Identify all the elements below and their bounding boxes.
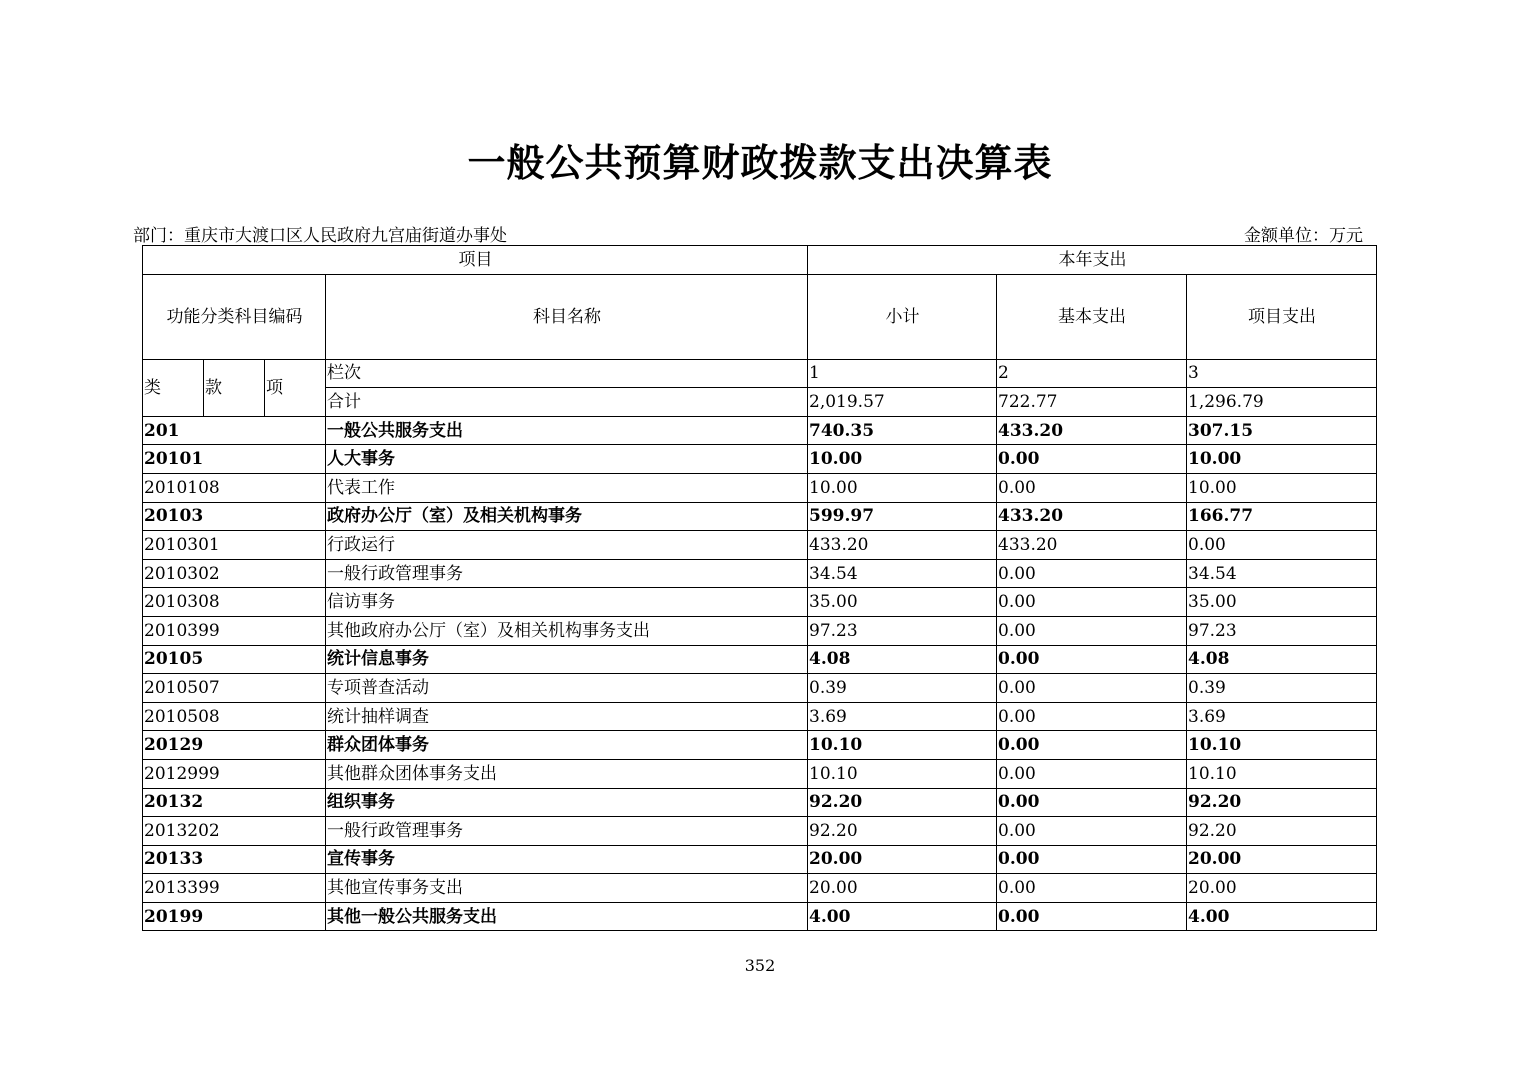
table-row — [143, 531, 1377, 560]
total-subtotal: 2,019.57 — [808, 388, 997, 417]
row-name: 其他一般公共服务支出 — [326, 902, 808, 931]
row-subtotal: 34.54 — [808, 559, 997, 588]
row-project: 92.20 — [1187, 817, 1377, 846]
row-subtotal: 599.97 — [808, 502, 997, 531]
row-basic: 0.00 — [997, 445, 1187, 474]
row-name: 专项普查活动 — [326, 674, 808, 703]
header-xiang: 项 — [265, 359, 326, 416]
table-row — [143, 502, 1377, 531]
row-code: 2013399 — [143, 874, 326, 903]
header-project-exp: 项目支出 — [1187, 274, 1377, 359]
row-project: 0.00 — [1187, 531, 1377, 560]
header-project: 项目 — [143, 246, 808, 275]
table-row — [143, 588, 1377, 617]
table-row — [143, 559, 1377, 588]
row-basic: 0.00 — [997, 845, 1187, 874]
row-subtotal: 35.00 — [808, 588, 997, 617]
row-basic: 0.00 — [997, 788, 1187, 817]
row-code: 2010507 — [143, 674, 326, 703]
row-project: 3.69 — [1187, 702, 1377, 731]
row-subtotal: 92.20 — [808, 788, 997, 817]
row-basic: 0.00 — [997, 616, 1187, 645]
row-name: 组织事务 — [326, 788, 808, 817]
header-row-3 — [143, 359, 1377, 388]
row-subtotal: 10.00 — [808, 473, 997, 502]
table-row — [143, 702, 1377, 731]
header-subtotal: 小计 — [808, 274, 997, 359]
row-name: 其他群众团体事务支出 — [326, 759, 808, 788]
header-lanci: 栏次 — [326, 359, 808, 388]
row-subtotal: 433.20 — [808, 531, 997, 560]
row-subtotal: 10.00 — [808, 445, 997, 474]
row-name: 统计抽样调查 — [326, 702, 808, 731]
table-row — [143, 874, 1377, 903]
row-code: 20133 — [143, 845, 326, 874]
table-row — [143, 902, 1377, 931]
row-project: 34.54 — [1187, 559, 1377, 588]
row-name: 人大事务 — [326, 445, 808, 474]
header-func-code: 功能分类科目编码 — [143, 274, 326, 359]
row-project: 20.00 — [1187, 845, 1377, 874]
row-code: 201 — [143, 416, 326, 445]
table-row — [143, 645, 1377, 674]
row-subtotal: 0.39 — [808, 674, 997, 703]
row-basic: 433.20 — [997, 531, 1187, 560]
row-basic: 0.00 — [997, 645, 1187, 674]
row-subtotal: 4.00 — [808, 902, 997, 931]
row-project: 10.00 — [1187, 445, 1377, 474]
row-code: 20132 — [143, 788, 326, 817]
row-name: 群众团体事务 — [326, 731, 808, 760]
row-basic: 0.00 — [997, 473, 1187, 502]
row-basic: 0.00 — [997, 902, 1187, 931]
row-code: 2012999 — [143, 759, 326, 788]
table-row — [143, 759, 1377, 788]
header-subject-name: 科目名称 — [326, 274, 808, 359]
row-project: 10.00 — [1187, 473, 1377, 502]
row-project: 20.00 — [1187, 874, 1377, 903]
row-code: 2010301 — [143, 531, 326, 560]
header-current-year: 本年支出 — [808, 246, 1377, 275]
budget-table — [142, 245, 1377, 931]
row-code: 20129 — [143, 731, 326, 760]
row-subtotal: 3.69 — [808, 702, 997, 731]
row-project: 4.08 — [1187, 645, 1377, 674]
row-name: 一般公共服务支出 — [326, 416, 808, 445]
row-subtotal: 10.10 — [808, 731, 997, 760]
row-subtotal: 20.00 — [808, 845, 997, 874]
row-name: 一般行政管理事务 — [326, 817, 808, 846]
row-name: 行政运行 — [326, 531, 808, 560]
header-row-2 — [143, 274, 1377, 359]
table-row — [143, 817, 1377, 846]
row-basic: 433.20 — [997, 416, 1187, 445]
row-code: 2010399 — [143, 616, 326, 645]
row-project: 307.15 — [1187, 416, 1377, 445]
total-row — [143, 388, 1377, 417]
row-code: 2010108 — [143, 473, 326, 502]
header-basic: 基本支出 — [997, 274, 1187, 359]
department-label: 部门：重庆市大渡口区人民政府九宫庙街道办事处 — [133, 226, 507, 246]
row-project: 0.39 — [1187, 674, 1377, 703]
row-subtotal: 10.10 — [808, 759, 997, 788]
header-col3: 3 — [1187, 359, 1377, 388]
row-basic: 0.00 — [997, 674, 1187, 703]
row-code: 2010302 — [143, 559, 326, 588]
row-project: 10.10 — [1187, 759, 1377, 788]
row-project: 166.77 — [1187, 502, 1377, 531]
table-row — [143, 445, 1377, 474]
row-project: 92.20 — [1187, 788, 1377, 817]
row-name: 一般行政管理事务 — [326, 559, 808, 588]
table-row — [143, 845, 1377, 874]
row-name: 统计信息事务 — [326, 645, 808, 674]
row-code: 20199 — [143, 902, 326, 931]
header-kuan: 款 — [204, 359, 265, 416]
row-name: 信访事务 — [326, 588, 808, 617]
table-row — [143, 616, 1377, 645]
header-row-1 — [143, 246, 1377, 275]
header-col1: 1 — [808, 359, 997, 388]
row-subtotal: 92.20 — [808, 817, 997, 846]
row-name: 政府办公厅（室）及相关机构事务 — [326, 502, 808, 531]
total-basic: 722.77 — [997, 388, 1187, 417]
row-name: 宣传事务 — [326, 845, 808, 874]
row-code: 2010308 — [143, 588, 326, 617]
row-code: 20105 — [143, 645, 326, 674]
row-code: 20103 — [143, 502, 326, 531]
row-basic: 0.00 — [997, 731, 1187, 760]
row-project: 10.10 — [1187, 731, 1377, 760]
row-subtotal: 740.35 — [808, 416, 997, 445]
row-subtotal: 20.00 — [808, 874, 997, 903]
row-basic: 0.00 — [997, 874, 1187, 903]
table-row — [143, 788, 1377, 817]
total-project: 1,296.79 — [1187, 388, 1377, 417]
total-label: 合计 — [326, 388, 808, 417]
row-name: 其他政府办公厅（室）及相关机构事务支出 — [326, 616, 808, 645]
row-name: 代表工作 — [326, 473, 808, 502]
row-basic: 0.00 — [997, 702, 1187, 731]
row-basic: 0.00 — [997, 588, 1187, 617]
row-code: 2010508 — [143, 702, 326, 731]
row-project: 97.23 — [1187, 616, 1377, 645]
row-project: 4.00 — [1187, 902, 1377, 931]
row-subtotal: 97.23 — [808, 616, 997, 645]
row-basic: 0.00 — [997, 759, 1187, 788]
page-title: 一般公共预算财政拨款支出决算表 — [467, 140, 1053, 185]
row-subtotal: 4.08 — [808, 645, 997, 674]
row-code: 2013202 — [143, 817, 326, 846]
table-row — [143, 416, 1377, 445]
row-name: 其他宣传事务支出 — [326, 874, 808, 903]
row-code: 20101 — [143, 445, 326, 474]
row-project: 35.00 — [1187, 588, 1377, 617]
page-number: 352 — [744, 956, 776, 975]
table-row — [143, 731, 1377, 760]
table-row — [143, 674, 1377, 703]
row-basic: 0.00 — [997, 817, 1187, 846]
table-row — [143, 473, 1377, 502]
row-basic: 433.20 — [997, 502, 1187, 531]
header-col2: 2 — [997, 359, 1187, 388]
header-lei: 类 — [143, 359, 204, 416]
unit-label: 金额单位：万元 — [1244, 226, 1363, 246]
row-basic: 0.00 — [997, 559, 1187, 588]
